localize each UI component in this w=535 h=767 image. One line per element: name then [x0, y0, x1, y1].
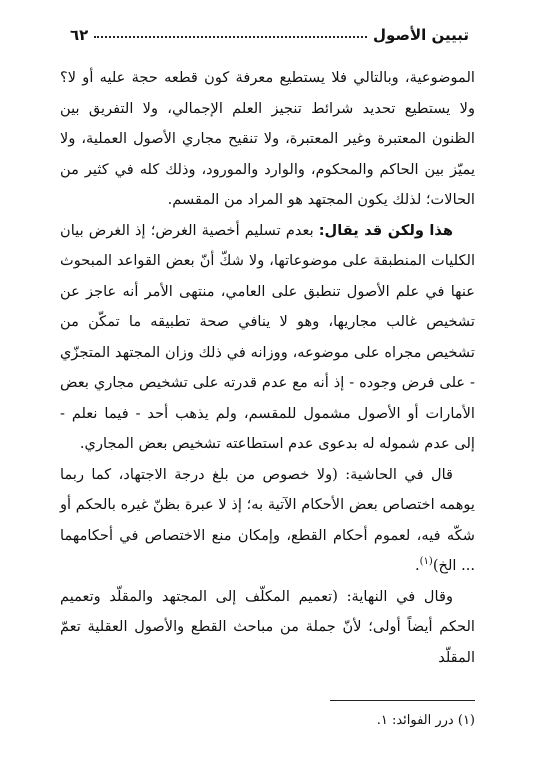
page-number: ٦٢	[70, 26, 89, 44]
footnote: (١) درر الفوائد: ١.	[376, 713, 475, 728]
paragraph-1: الموضوعية، وبالتالي فلا يستطيع معرفة كون قطعه حجة عليه أو لا؟ ولا يستطيع تحديد شرائط تنجيز العلم الإجمالي، ولا التفريق بين الظنون المعتبرة وغير المعتبرة، ولا تنقيح مجاري الأصول العملية، ولا يميّز بين الحاكم والمحكوم، والوارد والمورود، وذلك كله في كثير من الحالات؛ لذلك يكون المجتهد هو المراد من المقسم.	[60, 69, 475, 208]
paragraph-2-text: بعدم تسليم أخصية الغرض؛ إذ الغرض بيان الكليات المنطبقة على موضوعاتها، ولا شكّ أنّ بعض القواعد المبحوث عنها في علم الأصول تنطبق على العامي، منتهى الأمر أنه عاجز عن تشخيص غالب مجاريها، وهو لا ينافي صحة تطبيقه ما تمكّن من تشخيص مجراه على موضوعه، ووزانه في ذلك وزان المجتهد المتجزّي - على فرض وجوده - إذ أنه مع عدم قدرته على تشخيص مجاري بعض الأمارات أو الأصول مشمول للمقسم، ولم يذهب أحد - فيما نعلم - إلى عدم شموله له بدعوى عدم استطاعته تشخيص بعض المجاري.	[60, 221, 475, 452]
paragraph-4: وقال في النهاية: (تعميم المكلّف إلى المجتهد والمقلّد وتعميم الحكم أيضاً أولى؛ لأنّ جملة من مباحث القطع والأصول العقلية تعمّ المقلّد	[60, 587, 475, 666]
page-header	[60, 20, 477, 50]
running-title: تبيين الأصول	[373, 26, 469, 44]
paragraph-3: قال في الحاشية: (ولا خصوص من بلغ درجة الاجتهاد، كما ربما يوهمه اختصاص بعض الأحكام الآتية به؛ إذ لا عبرة بظنّ غيره بالحكم أو شكّه فيه، لعموم أحكام القطع، وإمكان منع الاختصاص في أحكامهما ... الخ)$^{(١)}$.	[60, 465, 475, 574]
footnote-reference: (١)	[419, 556, 433, 568]
paragraph-2	[60, 216, 475, 460]
paragraph-2-lead: هذا ولكن قد يقال:	[318, 221, 453, 239]
paragraph-3-text: قال في الحاشية: (ولا خصوص من بلغ درجة الاجتهاد، كما ربما يوهمه اختصاص بعض الأحكام الآتية به؛ إذ لا عبرة بظنّ غيره بالحكم أو شكّه فيه، لعموم أحكام القطع، وإمكان منع الاختصاص في أحكامهما ... الخ)	[60, 465, 475, 574]
footnote-separator	[330, 700, 475, 701]
header-dotted-leader	[94, 36, 367, 38]
body-text	[60, 63, 475, 673]
